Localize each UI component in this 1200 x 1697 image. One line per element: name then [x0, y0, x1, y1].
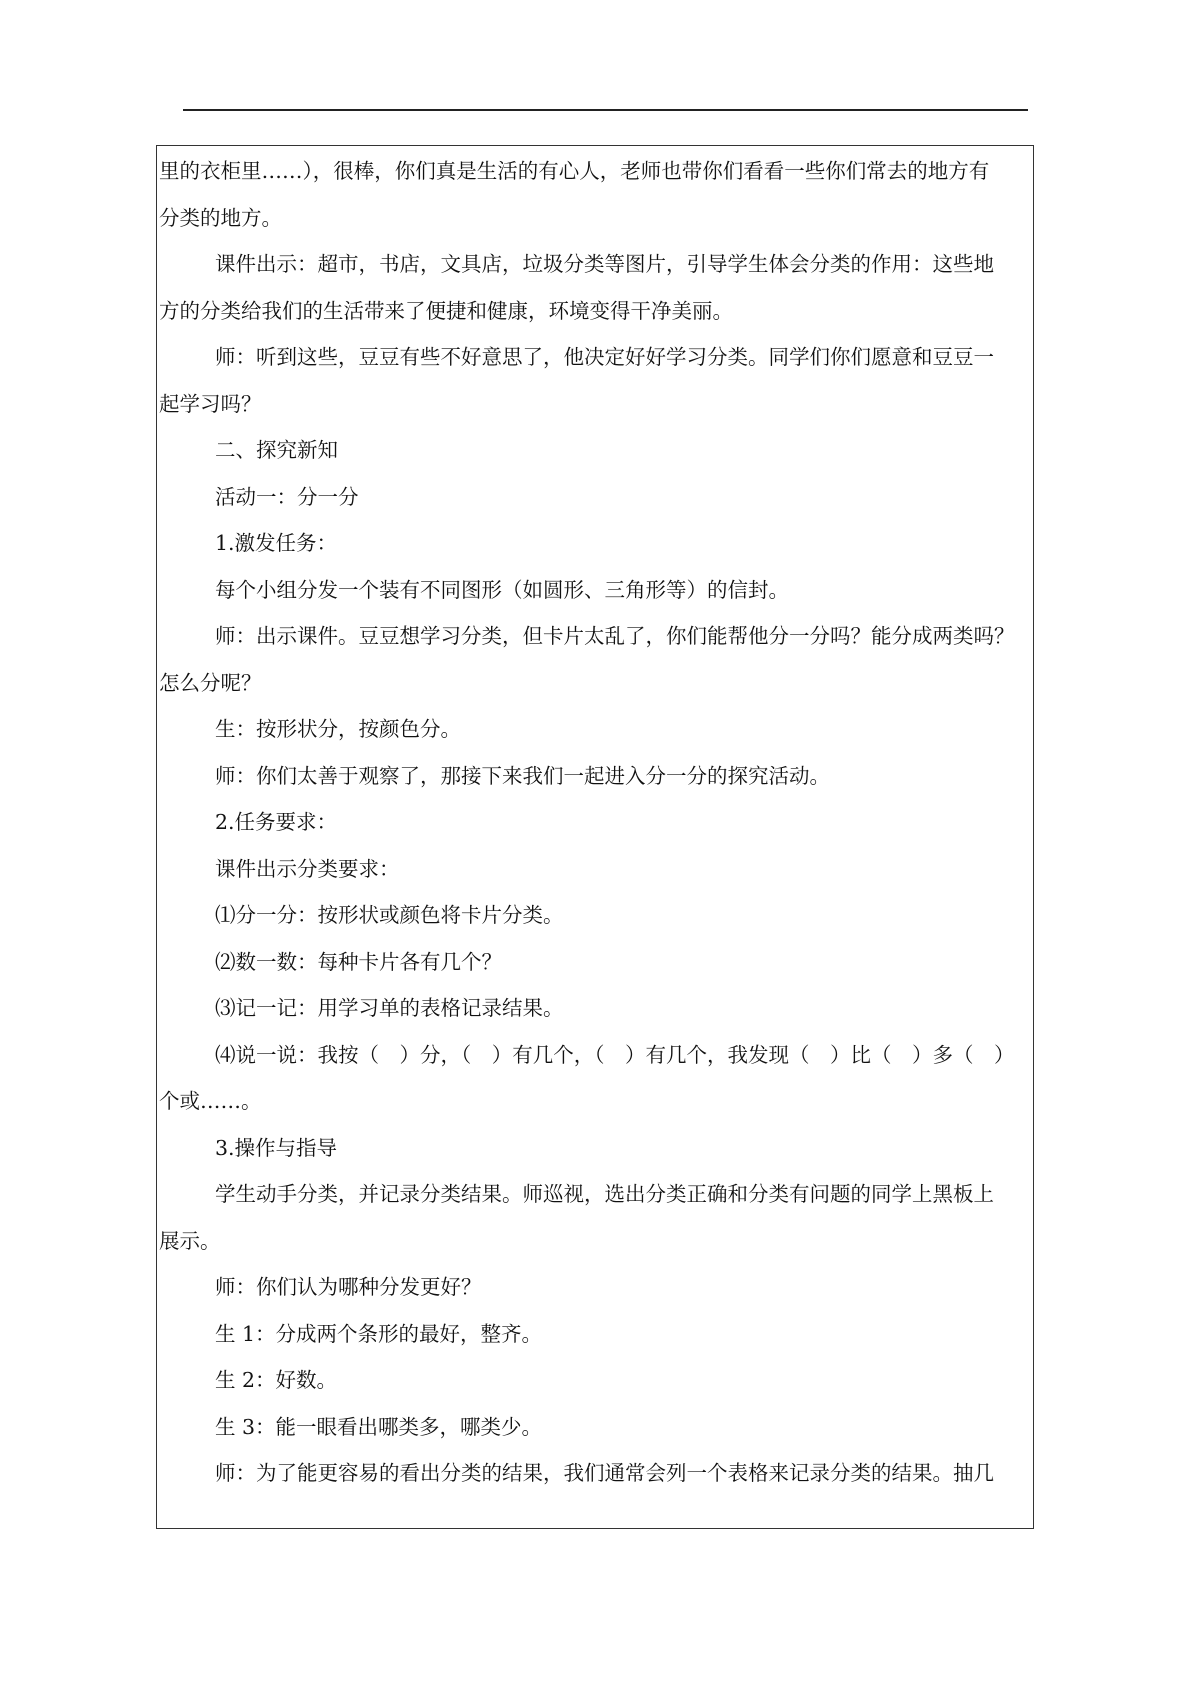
content-table-cell: [156, 145, 1034, 1529]
text-line: 起学习吗？: [159, 392, 262, 416]
text-line: 学生动手分类，并记录分类结果。师巡视，选出分类正确和分类有问题的同学上黑板上: [215, 1182, 994, 1206]
text-line: 生：按形状分，按颜色分。: [215, 717, 461, 741]
list-item: ⑷说一说：我按（ ）分，（ ）有几个，（ ）有几个，我发现（ ）比（ ）多（ ）: [215, 1043, 1015, 1067]
step-heading: 2.任务要求：: [215, 810, 338, 834]
text-line: 生 3：能一眼看出哪类多，哪类少。: [215, 1415, 543, 1439]
text-line: 课件出示分类要求：: [215, 857, 400, 881]
text-line: 展示。: [159, 1229, 221, 1253]
text-line: 生 2：好数。: [215, 1368, 338, 1392]
text-line: 怎么分呢？: [159, 671, 262, 695]
activity-heading: 活动一：分一分: [215, 485, 359, 509]
section-heading: 二、探究新知: [215, 438, 338, 462]
text-line: 生 1：分成两个条形的最好，整齐。: [215, 1322, 543, 1346]
list-item: ⑵数一数：每种卡片各有几个？: [215, 950, 502, 974]
text-line: 分类的地方。: [159, 206, 282, 230]
text-line: 课件出示：超市，书店，文具店，垃圾分类等图片，引导学生体会分类的作用：这些地: [215, 252, 994, 276]
text-line: 方的分类给我们的生活带来了便捷和健康，环境变得干净美丽。: [159, 299, 733, 323]
text-line: 师：你们认为哪种分发更好？: [215, 1275, 482, 1299]
text-line: 每个小组分发一个装有不同图形（如圆形、三角形等）的信封。: [215, 578, 789, 602]
text-line: 师：出示课件。豆豆想学习分类，但卡片太乱了，你们能帮他分一分吗？能分成两类吗？: [215, 624, 1015, 648]
step-heading: 3.操作与指导: [215, 1136, 338, 1160]
text-line: 个或……。: [159, 1089, 262, 1113]
list-item: ⑶记一记：用学习单的表格记录结果。: [215, 996, 564, 1020]
text-line: 师：为了能更容易的看出分类的结果，我们通常会列一个表格来记录分类的结果。抽几: [215, 1461, 994, 1485]
text-line: 里的衣柜里……），很棒，你们真是生活的有心人，老师也带你们看看一些你们常去的地方有: [159, 159, 990, 183]
header-rule: [183, 109, 1028, 111]
list-item: ⑴分一分：按形状或颜色将卡片分类。: [215, 903, 564, 927]
text-line: 师：你们太善于观察了，那接下来我们一起进入分一分的探究活动。: [215, 764, 830, 788]
step-heading: 1.激发任务：: [215, 531, 338, 555]
text-line: 师：听到这些，豆豆有些不好意思了，他决定好好学习分类。同学们你们愿意和豆豆一: [215, 345, 994, 369]
